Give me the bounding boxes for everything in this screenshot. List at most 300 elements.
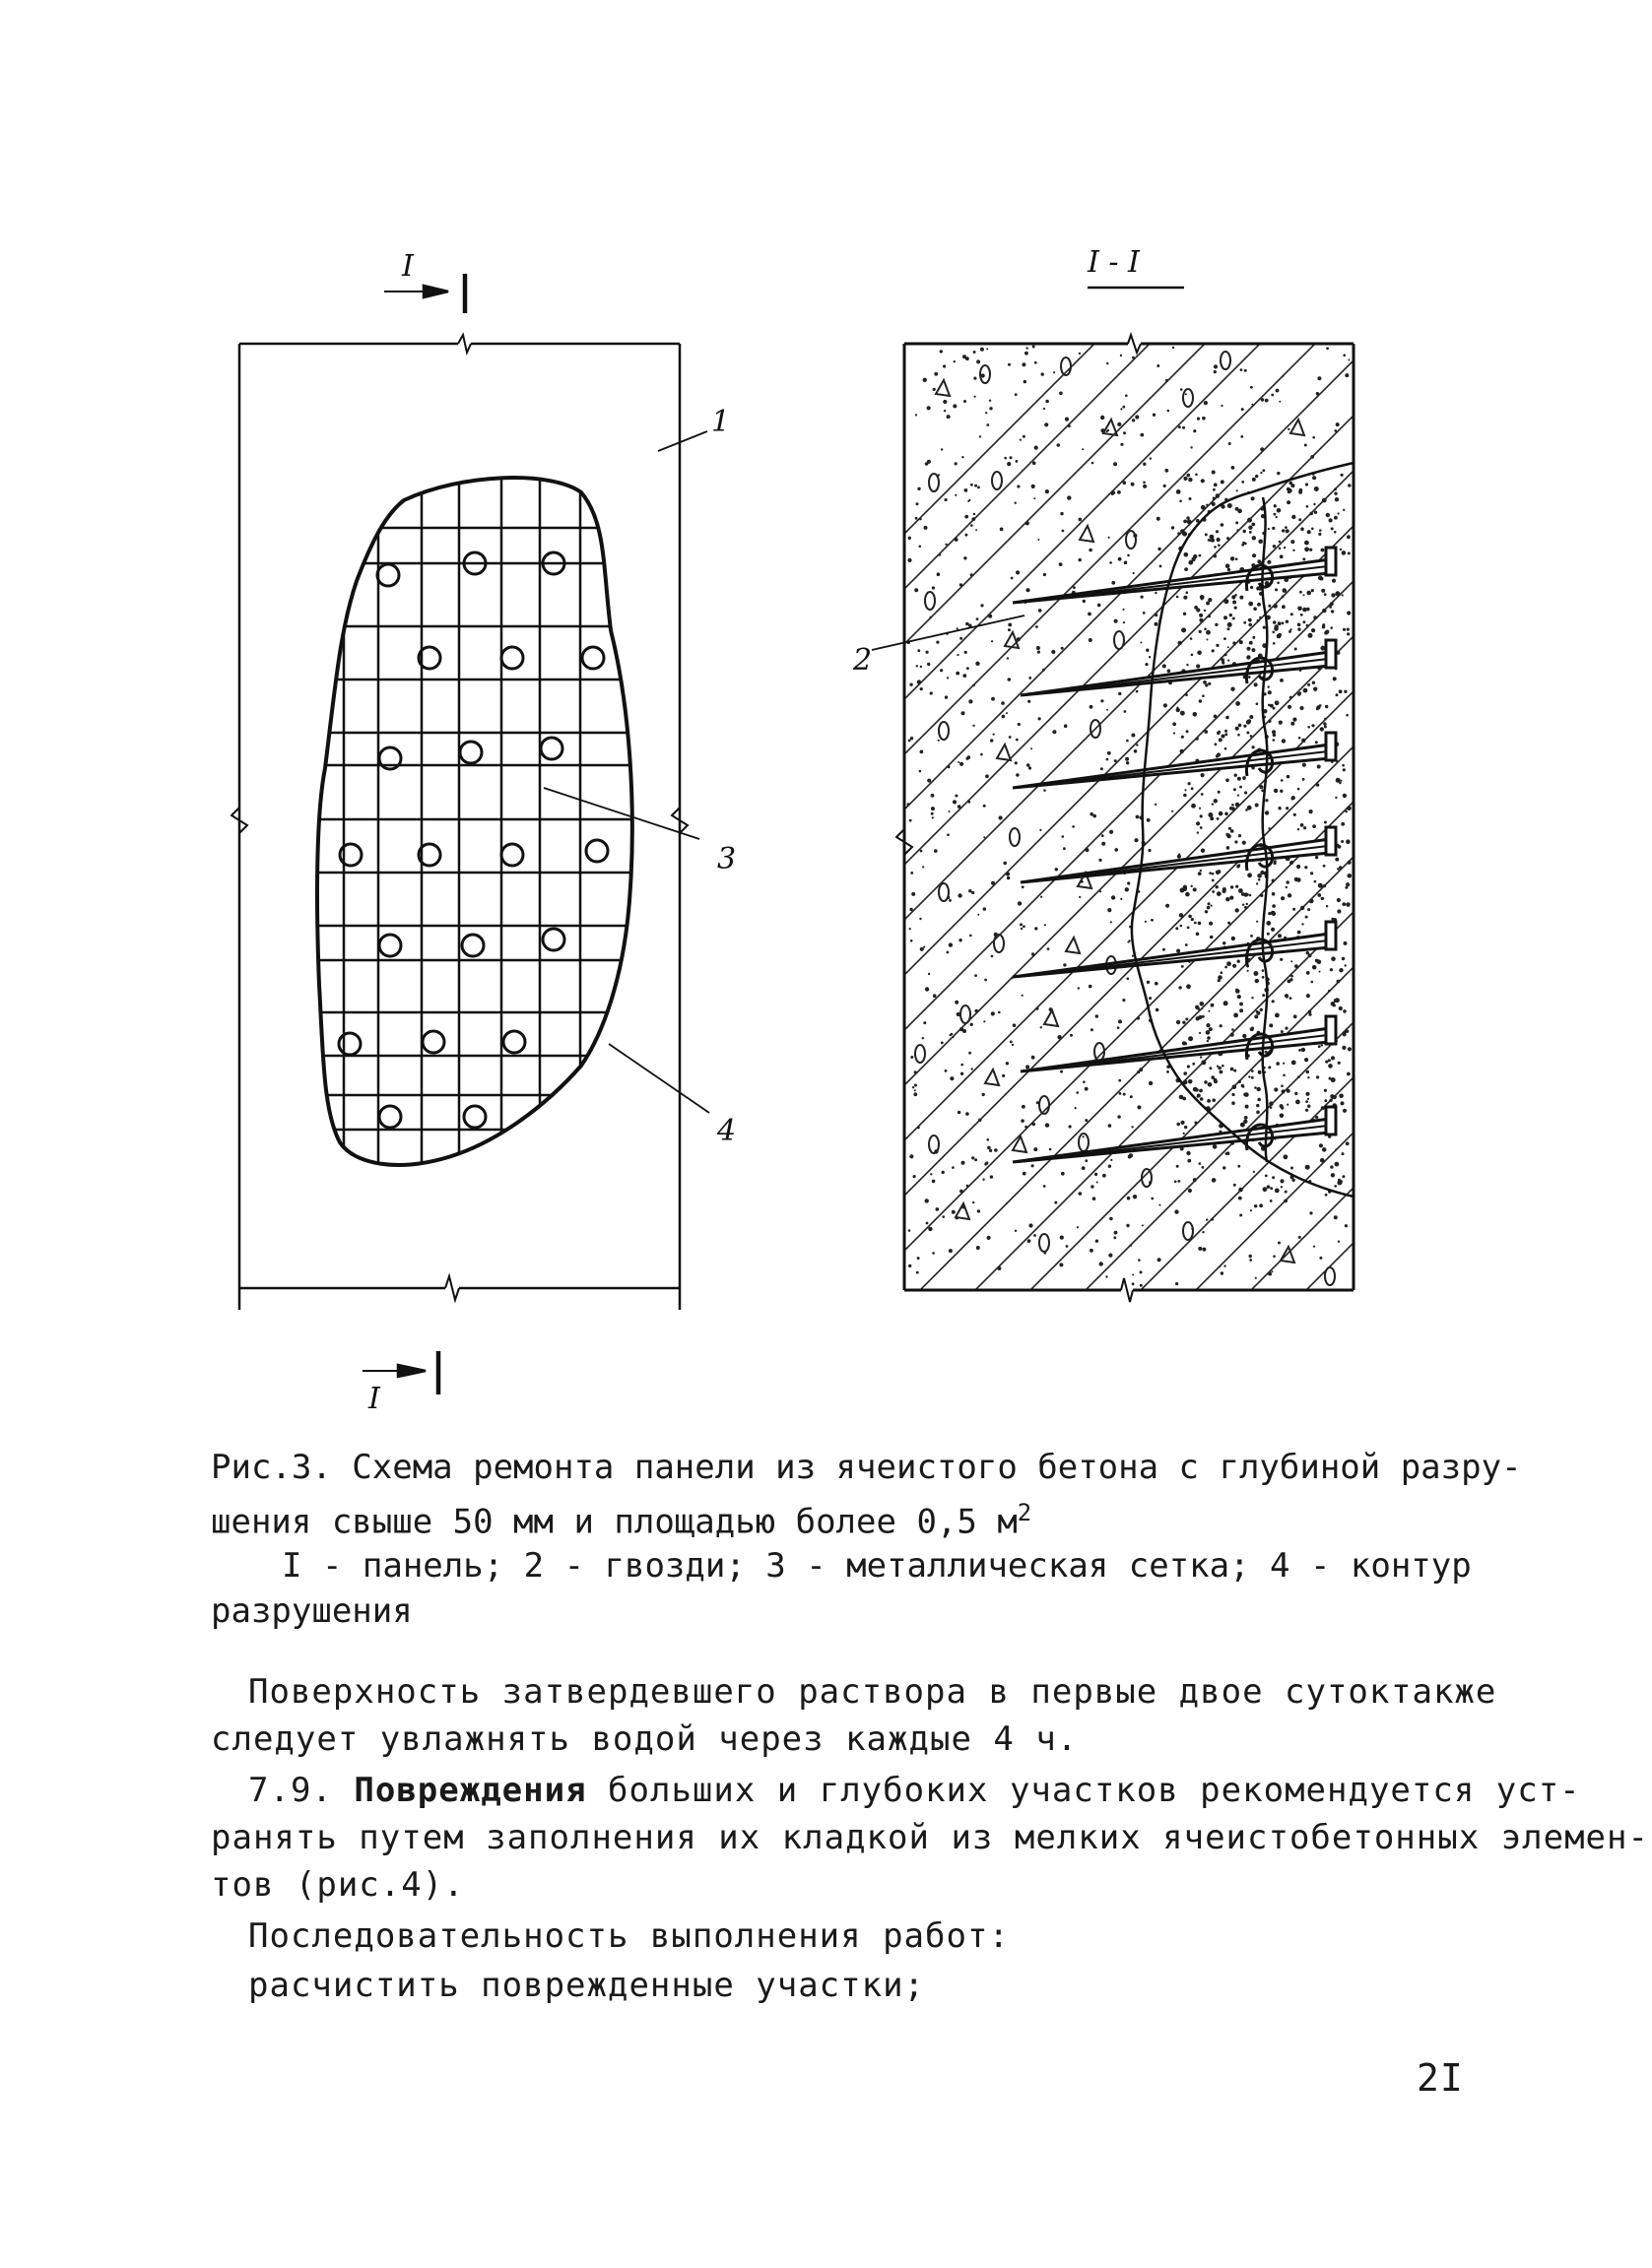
stipple-dot xyxy=(933,388,936,391)
mortar-dot xyxy=(1282,621,1285,624)
stipple-dot xyxy=(1034,927,1037,930)
stipple-dot xyxy=(964,488,968,492)
mortar-dot xyxy=(1242,841,1246,845)
stipple-dot xyxy=(947,677,949,679)
mortar-dot xyxy=(1292,718,1296,722)
stipple-dot xyxy=(1037,539,1039,541)
mortar-dot xyxy=(1241,544,1244,547)
stipple-dot xyxy=(1100,699,1103,702)
stipple-dot xyxy=(1032,461,1036,465)
mortar-dot xyxy=(1229,807,1233,810)
mortar-dot xyxy=(1226,834,1230,838)
stipple-dot xyxy=(939,553,941,555)
mortar-dot xyxy=(1210,535,1215,540)
mortar-dot xyxy=(1207,906,1211,910)
mortar-dot xyxy=(1342,1175,1345,1178)
mortar-dot xyxy=(1185,892,1190,897)
mortar-dot xyxy=(1184,552,1189,557)
mortar-dot xyxy=(1190,637,1193,640)
stipple-dot xyxy=(1111,581,1115,585)
mortar-dot xyxy=(1315,1116,1318,1119)
stipple-dot xyxy=(975,662,979,666)
stipple-dot xyxy=(1095,1240,1098,1243)
mortar-dot xyxy=(1280,679,1284,682)
stipple-dot xyxy=(989,400,991,402)
stipple-dot xyxy=(1341,822,1345,826)
stipple-dot xyxy=(1079,896,1081,898)
stipple-dot xyxy=(968,699,972,703)
mortar-dot xyxy=(1256,1104,1259,1107)
stipple-dot xyxy=(1143,482,1146,485)
stipple-dot xyxy=(916,1271,919,1274)
stipple-dot xyxy=(938,740,940,742)
mortar-dot xyxy=(1230,556,1234,560)
mortar-dot xyxy=(1235,557,1238,560)
mortar-dot xyxy=(1265,1051,1268,1054)
mortar-dot xyxy=(1334,999,1338,1003)
stipple-dot xyxy=(1131,1126,1133,1128)
stipple-dot xyxy=(1199,1089,1203,1093)
mortar-dot xyxy=(1306,624,1309,627)
stipple-dot xyxy=(1188,1189,1192,1193)
mortar-dot xyxy=(1232,964,1236,968)
stipple-dot xyxy=(1234,774,1237,777)
stipple-dot xyxy=(927,779,931,783)
mortar-dot xyxy=(1322,609,1326,613)
stipple-dot xyxy=(908,1229,911,1232)
stipple-dot xyxy=(1285,1191,1288,1194)
stipple-dot xyxy=(1012,1044,1014,1046)
stipple-dot xyxy=(977,486,980,489)
stipple-dot xyxy=(936,1207,940,1211)
stipple-dot xyxy=(964,534,967,537)
stipple-dot xyxy=(953,404,957,408)
stipple-dot xyxy=(1237,960,1240,963)
stipple-dot xyxy=(1193,429,1196,432)
stipple-dot xyxy=(1123,431,1126,434)
stipple-dot xyxy=(1336,693,1339,696)
stipple-dot xyxy=(1163,703,1167,707)
stipple-dot xyxy=(1255,1277,1257,1279)
pebble xyxy=(1010,828,1020,846)
stipple-dot xyxy=(1110,921,1112,923)
para1-line2: следует увлажнять водой через каждые 4 ч. xyxy=(211,1719,1079,1759)
stipple-dot xyxy=(1175,927,1178,930)
mortar-dot xyxy=(1233,1184,1236,1187)
mortar-dot xyxy=(1217,891,1222,896)
mortar-dot xyxy=(1208,615,1211,617)
mortar-dot xyxy=(1201,793,1204,796)
stipple-dot xyxy=(937,572,941,576)
mortar-dot xyxy=(1229,896,1233,900)
stipple-dot xyxy=(989,407,992,410)
pebble xyxy=(1325,1267,1335,1285)
stipple-dot xyxy=(932,816,934,818)
stipple-dot xyxy=(975,529,977,531)
mortar-dot xyxy=(1324,593,1327,596)
mortar-dot xyxy=(1322,625,1325,628)
stipple-dot xyxy=(1032,346,1035,349)
stipple-dot xyxy=(934,372,938,376)
mortar-dot xyxy=(1262,976,1265,979)
stipple-dot xyxy=(1210,936,1214,940)
stipple-dot xyxy=(1142,1224,1144,1226)
mortar-dot xyxy=(1285,994,1289,998)
mortar-dot xyxy=(1325,705,1328,708)
stipple-dot xyxy=(930,691,933,694)
stipple-dot xyxy=(1090,812,1093,816)
mortar-dot xyxy=(1182,532,1187,537)
stipple-dot xyxy=(1002,1074,1005,1077)
stipple-dot xyxy=(951,1033,954,1036)
stipple-dot xyxy=(1272,904,1276,908)
mortar-dot xyxy=(1265,1175,1268,1178)
mortar-dot xyxy=(1232,601,1236,605)
stipple-dot xyxy=(917,1257,920,1260)
stipple-dot xyxy=(1015,1230,1017,1232)
mortar-dot xyxy=(1305,1109,1308,1112)
mortar-dot xyxy=(1297,627,1300,630)
stipple-dot xyxy=(1175,1282,1178,1285)
mortar-dot xyxy=(1282,1089,1286,1093)
stipple-dot xyxy=(1202,1248,1206,1252)
stipple-dot xyxy=(972,1201,974,1203)
mortar-dot xyxy=(1196,608,1200,612)
stipple-dot xyxy=(1016,460,1019,463)
stipple-dot xyxy=(1267,933,1270,936)
stipple-dot xyxy=(1007,876,1010,879)
stipple-dot xyxy=(1195,474,1198,477)
stipple-dot xyxy=(1200,814,1203,817)
mortar-dot xyxy=(1320,1158,1325,1163)
stipple-dot xyxy=(1016,570,1020,574)
stipple-dot xyxy=(982,1093,985,1096)
stipple-dot xyxy=(1283,1063,1285,1065)
stipple-dot xyxy=(1002,715,1006,719)
stipple-dot xyxy=(986,423,989,426)
mortar-dot xyxy=(1334,516,1338,520)
mortar-dot xyxy=(1201,773,1205,777)
stipple-dot xyxy=(1061,1172,1065,1176)
stipple-dot xyxy=(1006,712,1008,714)
mortar-dot xyxy=(1218,975,1222,980)
stipple-dot xyxy=(956,672,959,676)
mortar-dot xyxy=(1194,922,1197,925)
mortar-dot xyxy=(1234,607,1237,610)
stipple-dot xyxy=(1083,1080,1086,1083)
mortar-dot xyxy=(1318,533,1321,536)
stipple-dot xyxy=(963,400,966,403)
mortar-dot xyxy=(1179,1095,1184,1100)
stipple-dot xyxy=(974,1158,977,1161)
mortar-dot xyxy=(1238,1188,1243,1193)
mortar-dot xyxy=(1305,1092,1309,1096)
mortar-dot xyxy=(1333,677,1337,680)
stipple-dot xyxy=(1206,1023,1210,1027)
stipple-dot xyxy=(1313,1246,1315,1248)
stipple-dot xyxy=(1134,749,1138,753)
stipple-dot xyxy=(1185,393,1187,395)
stipple-dot xyxy=(910,1056,913,1059)
stipple-dot xyxy=(1126,740,1129,743)
stipple-dot xyxy=(1119,1092,1122,1095)
stipple-dot xyxy=(936,641,939,644)
mortar-dot xyxy=(1208,902,1211,905)
para2-line2: ранять путем заполнения их кладкой из мелких ячеистобетонных элемен- xyxy=(211,1818,1649,1857)
stipple-dot xyxy=(1188,915,1192,919)
mortar-dot xyxy=(1242,904,1244,906)
stipple-dot xyxy=(1082,448,1084,450)
stipple-dot xyxy=(1334,1215,1338,1219)
stipple-dot xyxy=(1222,941,1225,944)
mortar-dot xyxy=(1319,529,1322,532)
stipple-dot xyxy=(955,795,958,798)
stipple-dot xyxy=(1193,887,1197,891)
mortar-dot xyxy=(1258,1071,1261,1074)
stipple-dot xyxy=(1018,901,1022,905)
stipple-dot xyxy=(1114,759,1117,762)
mortar-dot xyxy=(1342,902,1346,906)
mortar-dot xyxy=(1272,1176,1275,1179)
stipple-dot xyxy=(941,1042,944,1045)
stipple-dot xyxy=(1204,401,1208,405)
stipple-dot xyxy=(1106,362,1108,364)
stipple-dot xyxy=(1157,1258,1161,1262)
mortar-dot xyxy=(1294,648,1297,651)
mortar-dot xyxy=(1249,641,1253,645)
stipple-dot xyxy=(1326,347,1329,350)
mortar-dot xyxy=(1268,827,1270,829)
stipple-dot xyxy=(1157,548,1160,551)
mortar-dot xyxy=(1205,533,1208,536)
mortar-dot xyxy=(1281,1186,1283,1188)
mortar-dot xyxy=(1348,874,1353,878)
stipple-dot xyxy=(1101,834,1104,837)
stipple-dot xyxy=(932,1180,936,1184)
nail-shank xyxy=(1017,1126,1328,1162)
stipple-dot xyxy=(913,1092,917,1096)
stipple-dot xyxy=(1319,1143,1323,1147)
stipple-dot xyxy=(1089,985,1092,989)
mortar-dot xyxy=(1311,724,1314,727)
mortar-dot xyxy=(1293,1014,1297,1018)
stipple-dot xyxy=(1114,848,1118,852)
mortar-dot xyxy=(1304,547,1309,551)
mortar-dot xyxy=(1258,540,1263,545)
mortar-dot xyxy=(1238,834,1241,837)
mortar-dot xyxy=(1293,813,1296,816)
stipple-dot xyxy=(945,1069,948,1072)
mortar-dot xyxy=(1262,994,1265,997)
mortar-dot xyxy=(1318,1045,1321,1048)
stipple-dot xyxy=(1092,1197,1096,1200)
stipple-dot xyxy=(1268,720,1271,723)
stipple-dot xyxy=(1027,1239,1031,1243)
stipple-dot xyxy=(1204,610,1206,612)
stipple-dot xyxy=(1117,490,1121,494)
stipple-dot xyxy=(1127,977,1130,980)
hatch-line xyxy=(887,280,1379,772)
mortar-dot xyxy=(1273,604,1278,609)
mortar-dot xyxy=(1216,493,1221,498)
mortar-dot xyxy=(1281,1084,1284,1087)
stipple-dot xyxy=(1343,628,1346,631)
mortar-dot xyxy=(1259,785,1263,789)
stipple-dot xyxy=(1246,903,1248,905)
stipple-dot xyxy=(945,498,948,501)
mortar-dot xyxy=(1211,1004,1215,1007)
mortar-dot xyxy=(1231,1101,1235,1105)
mortar-dot xyxy=(1186,591,1189,594)
stipple-dot xyxy=(922,866,924,868)
mortar-dot xyxy=(1335,797,1337,799)
hatch-line xyxy=(887,390,1379,882)
stipple-dot xyxy=(1075,1107,1077,1109)
mortar-dot xyxy=(1206,1030,1211,1035)
stipple-dot xyxy=(989,1149,992,1152)
nail xyxy=(1021,652,1330,695)
mortar-dot xyxy=(1337,898,1341,902)
mortar-dot xyxy=(1193,712,1198,717)
stipple-dot xyxy=(1143,612,1146,615)
stipple-dot xyxy=(1224,747,1227,750)
stipple-dot xyxy=(1102,1174,1106,1178)
stipple-dot xyxy=(1237,995,1241,999)
mortar-dot xyxy=(1298,737,1301,740)
mortar-dot xyxy=(1297,931,1301,935)
stipple-dot xyxy=(1324,821,1327,824)
mortar-dot xyxy=(1323,865,1326,868)
mortar-dot xyxy=(1235,727,1239,731)
stipple-dot xyxy=(1284,1199,1288,1203)
mortar-dot xyxy=(1268,704,1271,707)
mortar-dot xyxy=(1197,1007,1200,1010)
mortar-dot xyxy=(1248,526,1252,530)
pebble xyxy=(1221,352,1230,369)
mortar-dot xyxy=(1316,707,1319,710)
stipple-dot xyxy=(914,1084,917,1087)
stipple-dot xyxy=(1348,359,1350,361)
stipple-dot xyxy=(1243,725,1246,728)
stipple-dot xyxy=(974,1009,978,1013)
mortar-dot xyxy=(1181,736,1184,739)
mortar-dot xyxy=(1268,605,1271,608)
stipple-dot xyxy=(1044,924,1046,926)
mortar-dot xyxy=(1263,1187,1268,1192)
stipple-dot xyxy=(953,1036,955,1038)
stipple-dot xyxy=(1294,964,1298,968)
mortar-dot xyxy=(1191,885,1193,887)
stipple-dot xyxy=(985,774,989,778)
plan-view xyxy=(231,274,709,1394)
mortar-dot xyxy=(1302,557,1305,560)
stipple-dot xyxy=(1140,641,1142,643)
stipple-dot xyxy=(1252,536,1256,540)
mortar-dot xyxy=(1317,765,1321,769)
stipple-dot xyxy=(913,1175,916,1178)
stipple-dot xyxy=(1140,1270,1143,1273)
stipple-dot xyxy=(1162,948,1165,951)
stipple-dot xyxy=(1145,921,1147,923)
mortar-dot xyxy=(1286,886,1288,888)
stipple-dot xyxy=(1126,761,1129,764)
mortar-dot xyxy=(1226,961,1231,966)
mortar-dot xyxy=(1284,1154,1289,1159)
mortar-dot xyxy=(1269,1101,1274,1106)
stipple-dot xyxy=(1338,1241,1340,1243)
stipple-dot xyxy=(1303,594,1305,596)
mortar-dot xyxy=(1331,593,1335,597)
mortar-dot xyxy=(1308,1013,1311,1016)
stipple-dot xyxy=(968,889,971,892)
stipple-dot xyxy=(1156,1008,1159,1012)
stipple-dot xyxy=(990,739,993,742)
stipple-dot xyxy=(1052,730,1056,734)
mortar-dot xyxy=(1200,826,1203,829)
mortar-dot xyxy=(1183,520,1187,524)
stipple-dot xyxy=(1174,1209,1178,1213)
stipple-dot xyxy=(1129,1153,1133,1157)
mortar-dot xyxy=(1290,484,1294,487)
stipple-dot xyxy=(1018,723,1021,726)
stipple-dot xyxy=(1309,1211,1312,1214)
mortar-dot xyxy=(1268,912,1271,915)
mortar-dot xyxy=(1188,1079,1193,1084)
mortar-dot xyxy=(1312,681,1315,684)
mortar-dot xyxy=(1239,640,1243,644)
stipple-dot xyxy=(959,1190,963,1194)
stipple-dot xyxy=(961,711,965,715)
stipple-dot xyxy=(991,697,995,701)
stipple-dot xyxy=(983,836,985,838)
mortar-dot xyxy=(1290,975,1293,978)
mortar-dot xyxy=(1312,476,1316,480)
stipple-dot xyxy=(1249,531,1252,534)
stipple-dot xyxy=(1111,895,1115,899)
stipple-dot xyxy=(958,939,961,941)
stipple-dot xyxy=(959,1027,963,1031)
section-label-top: I xyxy=(402,249,414,284)
stipple-dot xyxy=(985,412,987,414)
mortar-dot xyxy=(1198,872,1202,875)
stipple-dot xyxy=(1231,1028,1234,1031)
stipple-dot xyxy=(1230,1033,1234,1037)
mortar-dot xyxy=(1305,1165,1310,1170)
stipple-dot xyxy=(908,740,911,743)
stipple-dot xyxy=(1206,1218,1208,1220)
stipple-dot xyxy=(1015,393,1018,396)
mortar-dot xyxy=(1237,1165,1240,1168)
stipple-dot xyxy=(917,649,920,652)
mortar-dot xyxy=(1340,549,1342,551)
stipple-dot xyxy=(1118,1019,1122,1023)
caption-title-text: шения свыше 50 мм и площадью более 0,5 м xyxy=(211,1502,1018,1542)
stipple-dot xyxy=(1317,376,1321,380)
stipple-dot xyxy=(1254,1014,1258,1018)
stipple-dot xyxy=(1207,639,1209,641)
stipple-dot xyxy=(1122,999,1125,1002)
stipple-dot xyxy=(1107,751,1111,755)
stipple-dot xyxy=(925,987,929,991)
mortar-dot xyxy=(1342,1152,1345,1155)
mortar-dot xyxy=(1306,971,1310,975)
mortar-dot xyxy=(1196,738,1199,741)
stipple-dot xyxy=(1120,355,1122,356)
mortar-dot xyxy=(1328,1064,1333,1069)
mortar-dot xyxy=(1255,979,1259,983)
stipple-dot xyxy=(1016,773,1020,777)
mortar-dot xyxy=(1274,504,1277,507)
